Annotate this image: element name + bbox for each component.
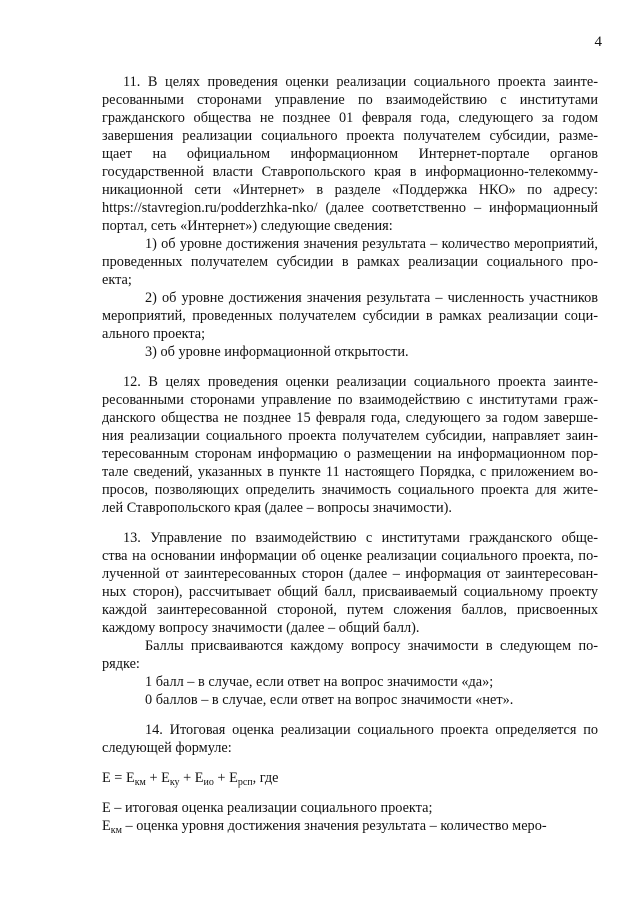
p13-line: каждому вопросу значимости (далее – общий балл). (102, 620, 420, 636)
p11-item-1: проведенных получателем субсидии в рамках реализации социального про- (102, 254, 598, 270)
p11-line: государственной власти Ставропольского края в информационно-телекомму- (102, 164, 598, 180)
definition-symbol: E (102, 818, 111, 834)
p13-line: каждой заинтересованной стороной, путем сложения баллов, присвоенных (102, 602, 598, 618)
p11-line: 11. В целях проведения оценки реализации социального проекта заинте- (123, 74, 598, 90)
p11-line: завершения реализации социального проекта получателем субсидии, разме- (102, 128, 598, 144)
p12-line: данского общества не позднее 15 февраля года, следующего за годом заверше- (102, 410, 598, 426)
p13-line: ства на основании информации об оценке реализации социального проекта, по- (102, 548, 598, 564)
p12-line: просов, позволяющих определить значимость социального проекта для жите- (102, 482, 598, 498)
formula-subscript: ку (169, 777, 180, 788)
p12-line: тале сведений, указанных в пункте 11 настоящего Порядка, с приложением во- (102, 464, 598, 480)
p12-line: 12. В целях проведения оценки реализации социального проекта заинте- (123, 374, 598, 390)
formula-part: , где (252, 770, 279, 786)
p13-score-yes: 1 балл – в случае, если ответ на вопрос значимости «да»; (145, 674, 494, 690)
p11-line: щает на официальном информационном Интернет-портале органов (102, 146, 598, 162)
definition-text: – оценка уровня достижения значения результата – количество меро- (121, 818, 547, 834)
p11-item-2: ального проекта; (102, 326, 206, 342)
p12-line: тересованным сторонам информацию о размещении на информационном пор- (102, 446, 598, 462)
definition-e: E – итоговая оценка реализации социального проекта; (102, 800, 433, 816)
formula-part: + E (145, 770, 170, 786)
formula-part: E = E (102, 770, 135, 786)
p11-item-2: 2) об уровне достижения значения результата – численность участников (145, 290, 598, 306)
p12-line: лей Ставропольского края (далее – вопросы значимости). (102, 500, 452, 516)
p11-line: ресованными сторонами управление по взаимодействию с институтами (102, 92, 598, 108)
p11-item-2: мероприятий, проведенных получателем субсидии в рамках реализации соци- (102, 308, 598, 324)
p13-line: 13. Управление по взаимодействию с институтами гражданского обще- (123, 530, 598, 546)
formula-subscript: рсп (237, 777, 253, 788)
p13-line: ных сторон), рассчитывает общий балл, присваиваемый социальному проекту (102, 584, 598, 600)
p14-line: следующей формуле: (102, 740, 232, 756)
page-number: 4 (594, 34, 602, 50)
definition-subscript: км (110, 825, 122, 836)
formula-part: + E (213, 770, 238, 786)
p12-line: ресованными сторонами управление по взаимодействию с институтами граж- (102, 392, 598, 408)
p12-line: ния реализации социального проекта получателем субсидии, направляет заин- (102, 428, 598, 444)
p11-line: портал, сеть «Интернет») следующие сведения: (102, 218, 393, 234)
p11-item-3: 3) об уровне информационной открытости. (145, 344, 409, 360)
p11-line: гражданского общества не позднее 01 февраля года, следующего за годом (102, 110, 598, 126)
formula-part: + E (179, 770, 204, 786)
p11-line: https://stavregion.ru/podderzhka-nko/ (далее соответственно – информационный (102, 200, 598, 216)
p13-score-no: 0 баллов – в случае, если ответ на вопрос значимости «нет». (145, 692, 514, 708)
p11-item-1: 1) об уровне достижения значения результата – количество мероприятий, (145, 236, 598, 252)
formula (102, 769, 598, 787)
formula-subscript: км (134, 777, 146, 788)
formula-subscript: ио (203, 777, 214, 788)
p11-line: никационной сети «Интернет» в разделе «Поддержка НКО» по адресу: (102, 182, 598, 198)
p13-line: Баллы присваиваются каждому вопросу значимости в следующем по- (145, 638, 598, 654)
p11-item-1: екта; (102, 272, 132, 288)
p13-line: лученной от заинтересованных сторон (далее – информация от заинтересован- (102, 566, 598, 582)
definition-ekm (102, 817, 598, 835)
p13-line: рядке: (102, 656, 140, 672)
p14-line: 14. Итоговая оценка реализации социального проекта определяется по (145, 722, 598, 738)
